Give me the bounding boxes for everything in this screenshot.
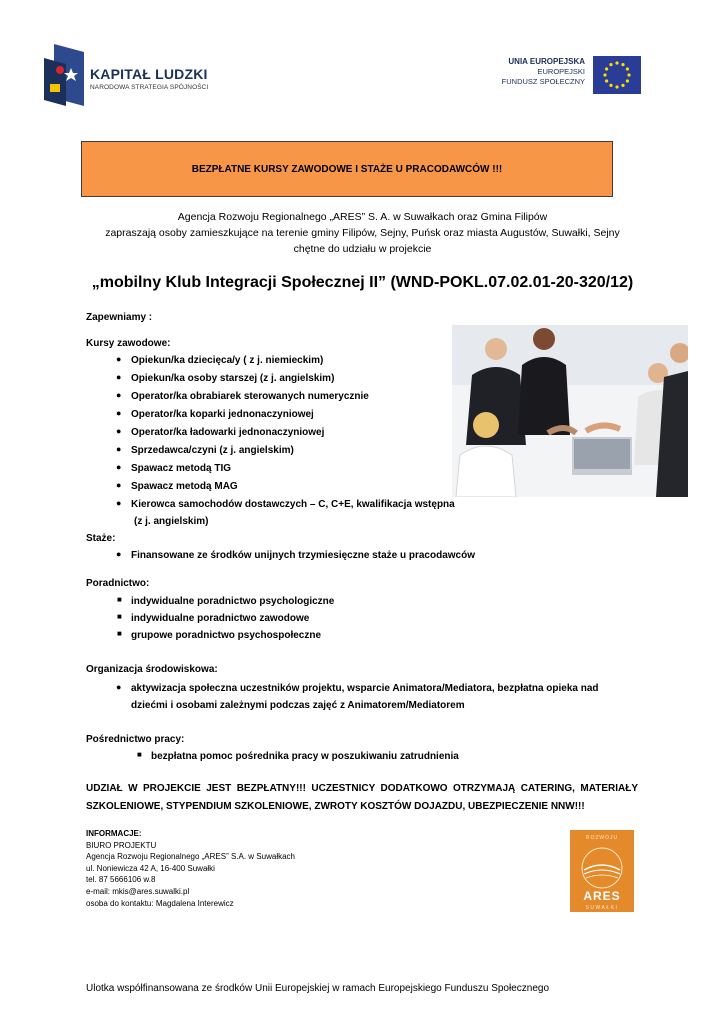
square-bullet-icon: ■ [117,612,122,621]
contact-info [86,828,295,909]
square-bullet-icon: ■ [117,595,122,604]
square-bullet-icon: ■ [117,629,122,638]
poradnictwo-item: grupowe poradnictwo psychospołeczne [131,630,322,641]
kurs-item: Kierowca samochodów dostawczych – C, C+E, kwalifikacja wstępna [131,499,455,510]
info-line: osoba do kontaktu: Magdalena Interewicz [86,898,234,908]
business-people-photo [452,325,688,497]
poradnictwo-item: indywidualne poradnictwo zawodowe [131,613,310,624]
kurs-item: Operator/ka ładowarki jednonaczyniowej [131,427,325,438]
kurs-item: Operator/ka koparki jednonaczyniowej [131,409,314,420]
kurs-item: Operator/ka obrabiarek sterowanych numerycznie [131,391,369,402]
info-line: ul. Noniewicza 42 A, 16-400 Suwałki [86,863,215,873]
bullet-icon: ● [116,408,122,418]
intro-paragraph [60,209,665,257]
bullet-icon: ● [116,444,122,454]
kurs-item-continuation: (z j. angielskim) [134,516,209,527]
intro-line-3: chętne do udziału w projekcie [293,243,432,255]
eu-efs-logo [473,48,655,110]
info-heading: INFORMACJE: [86,829,142,838]
participation-notice: UDZIAŁ W PROJEKCIE JEST BEZPŁATNY!!! UCZESTNICY DODATKOWO OTRZYMAJĄ CATERING, MATERIAŁY SZKOLENIOWE, STYPENDIUM SZKOLENIOWE, ZWROTY KOSZTÓW DOJAZDU, UBEZPIECZENIE NNW!!! [86,783,638,812]
kursy-label: Kursy zawodowe: [86,338,171,349]
intro-line-2: zapraszają osoby zamieszkujące na terenie gminy Filipów, Sejny, Puńsk oraz miasta Augustów, Suwałki, Sejny [105,227,620,239]
ares-logo-bottom-text: SUWAŁKI [585,905,619,911]
headline-banner [81,141,613,197]
staze-item: Finansowane ze środków unijnych trzymiesięczne staże u pracodawców [131,550,475,561]
eu-flag-icon [593,56,641,94]
bullet-icon: ● [116,682,122,692]
bullet-icon: ● [116,354,122,364]
bullet-icon: ● [116,462,122,472]
kapital-ludzki-title: KAPITAŁ LUDZKI [90,66,208,82]
poradnictwo-label: Poradnictwo: [86,578,150,589]
kurs-item: Opiekun/ka osoby starszej (z j. angielskim) [131,373,335,384]
eu-logo-text [502,57,585,87]
info-line: e-mail: mkis@ares.suwalki.pl [86,886,190,896]
zapewniamy-label: Zapewniamy : [86,312,153,323]
bullet-icon: ● [116,426,122,436]
info-line: BIURO PROJEKTU [86,840,157,850]
eu-logo-line3: FUNDUSZ SPOŁECZNY [501,77,585,86]
bullet-icon: ● [116,390,122,400]
kurs-item: Sprzedawca/czyni (z j. angielskim) [131,445,294,456]
ares-logo-top-text: ROZWOJU [585,835,619,841]
poradnictwo-item: indywidualne poradnictwo psychologiczne [131,596,335,607]
kapital-ludzki-emblem-icon [44,44,84,106]
ares-logo-name: ARES [583,889,621,903]
kurs-item: Spawacz metodą TIG [131,463,232,474]
ares-logo [570,830,634,912]
bullet-icon: ● [116,480,122,490]
info-line: tel. 87 5666106 w.8 [86,875,156,885]
organizacja-item-line1: aktywizacja społeczna uczestników projektu, wsparcie Animatora/Mediatora, bezpłatna opieka nad [131,683,599,694]
organizacja-item-line2: dziećmi i osobami zależnymi podczas zajęć z Animatorem/Mediatorem [131,700,465,711]
kapital-ludzki-logo [44,44,214,108]
bullet-icon: ● [116,549,122,559]
bullet-icon: ● [116,498,122,508]
project-title: „mobilny Klub Integracji Społecznej II” (WND-POKL.07.02.01-20-320/12) [91,274,634,291]
intro-line-1: Agencja Rozwoju Regionalnego „ARES” S. A. w Suwałkach oraz Gmina Filipów [177,211,548,223]
eu-logo-line1: UNIA EUROPEJSKA [508,57,585,66]
posrednictwo-label: Pośrednictwo pracy: [86,734,185,745]
kurs-item: Opiekun/ka dziecięca/y ( z j. niemieckim) [131,355,324,366]
bullet-icon: ● [116,372,122,382]
headline-text: BEZPŁATNE KURSY ZAWODOWE I STAŻE U PRACODAWCÓW !!! [191,163,503,175]
info-line: Agencja Rozwoju Regionalnego „ARES” S.A. w Suwałkach [86,852,295,862]
footer-note: Ulotka współfinansowana ze środków Unii Europejskiej w ramach Europejskiego Funduszu Społecznego [86,983,550,994]
staze-label: Staże: [86,533,116,544]
posrednictwo-item: bezpłatna pomoc pośrednika pracy w poszukiwaniu zatrudnienia [151,751,459,762]
kurs-item: Spawacz metodą MAG [131,481,238,492]
kapital-ludzki-subtitle: NARODOWA STRATEGIA SPÓJNOŚCI [90,84,209,91]
square-bullet-icon: ■ [137,750,142,759]
eu-logo-line2: EUROPEJSKI [537,67,585,76]
organizacja-label: Organizacja środowiskowa: [86,664,218,675]
